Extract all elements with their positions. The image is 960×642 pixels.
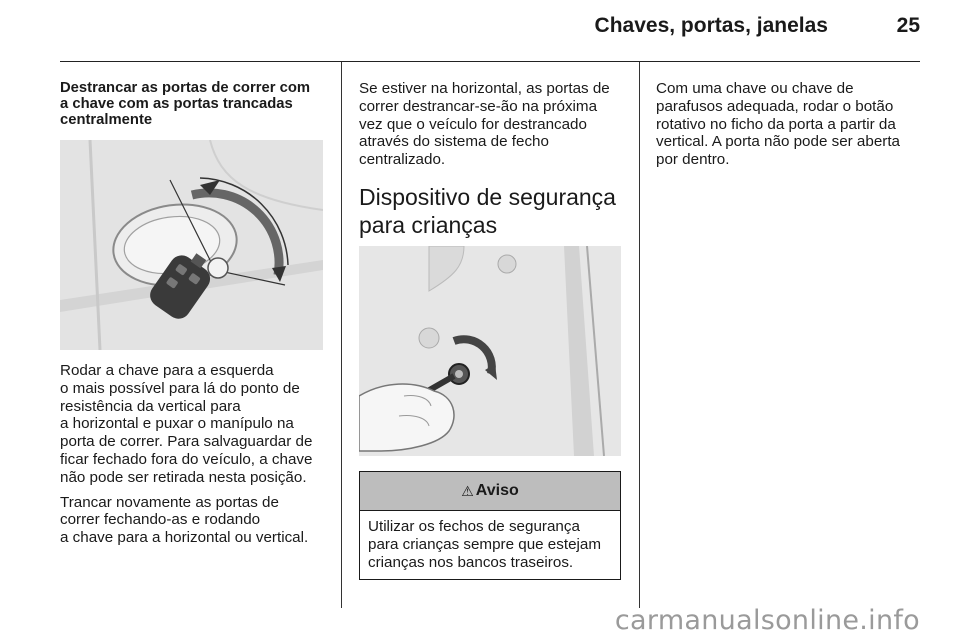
relock-paragraph: Trancar novamente as portas de correr fechando-as e rodando a chave para a horizontal ou vertical.	[60, 493, 309, 547]
child-lock-illustration	[359, 246, 621, 456]
watermark: carmanualsonline.info	[614, 605, 920, 636]
turn-key-paragraph: Rodar a chave para a esquerda o mais possível para lá do ponto de resistência da vertical para a horizontal e puxar o manípulo na porta de correr. Para salvaguardar de ficar fechado fora do veículo, a chave não pode ser retirada nesta posição.	[60, 362, 313, 486]
column-1-text	[60, 362, 332, 554]
child-safety-heading: Dispositivo de segurança para crianças	[359, 183, 616, 238]
sliding-door-subheading: Destrancar as portas de correr com a chave com as portas trancadas centralmente	[60, 80, 311, 128]
column-divider-2	[639, 62, 640, 608]
page-number: 25	[896, 14, 920, 37]
key-lock-illustration	[60, 140, 323, 350]
horizontal-paragraph: Se estiver na horizontal, as portas de correr destrancar-se-ão na próxima vez que o veículo for destrancado através do sistema de fecho centralizado.	[359, 80, 610, 169]
column-2	[359, 80, 627, 239]
warning-title: Aviso	[475, 482, 519, 499]
page-header-title: Chaves, portas, janelas	[594, 14, 828, 37]
column-1	[60, 80, 332, 128]
column-divider-1	[341, 62, 342, 608]
warning-text: Utilizar os fechos de segurança para crianças sempre que estejam crianças nos bancos traseiros.	[368, 518, 601, 571]
warning-box	[359, 471, 621, 580]
header-rule	[60, 61, 920, 62]
warning-header	[360, 472, 620, 511]
warning-triangle-icon: ⚠	[461, 482, 474, 499]
column-3	[656, 80, 922, 176]
rotary-knob-paragraph: Com uma chave ou chave de parafusos adequada, rodar o botão rotativo no ficho da porta a partir da vertical. A porta não pode ser aberta por dentro.	[656, 80, 900, 169]
